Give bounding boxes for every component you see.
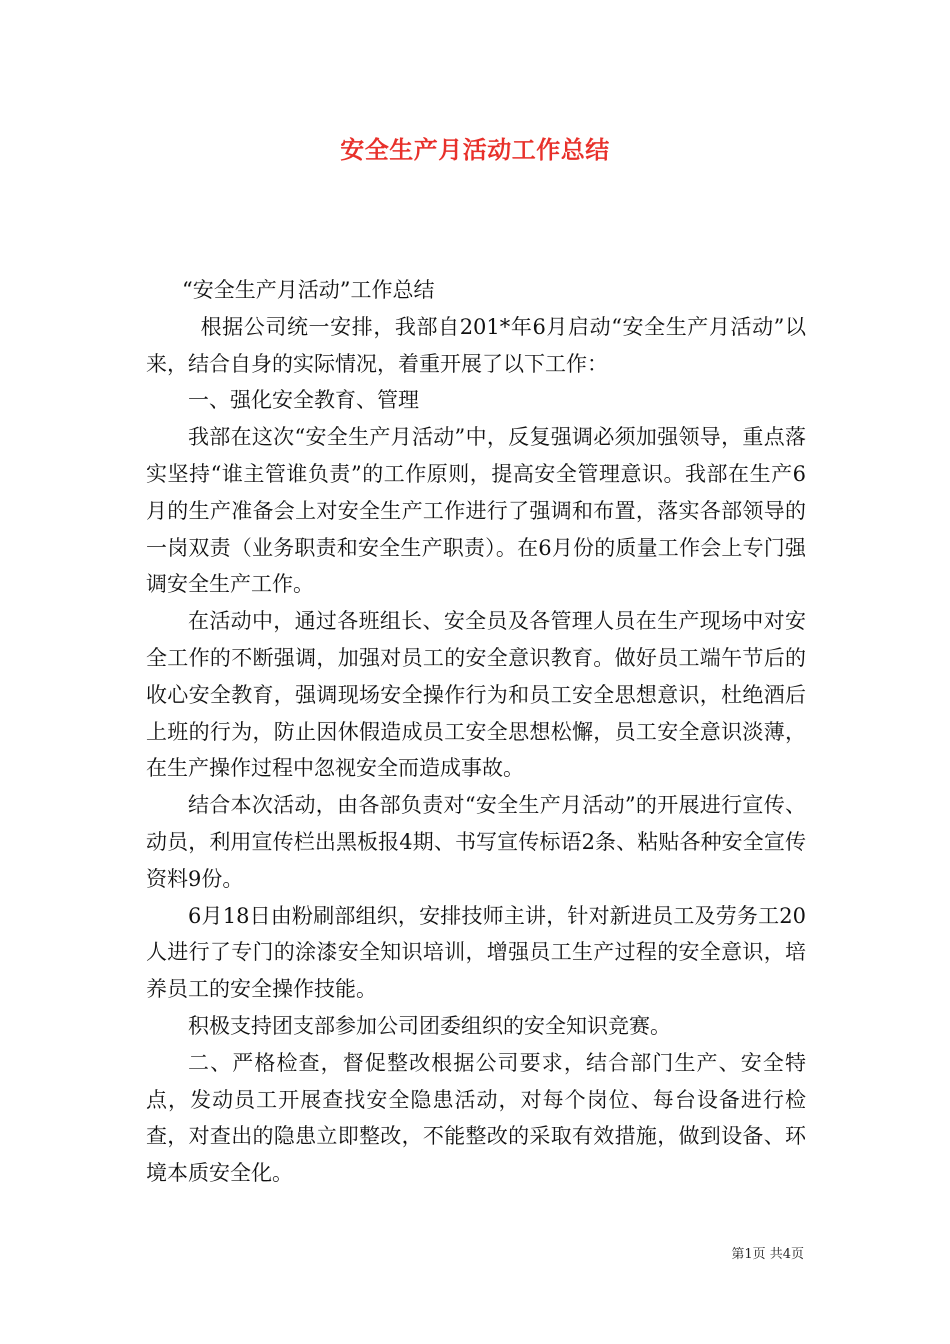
paragraph: 积极支持团支部参加公司团委组织的安全知识竞赛。 <box>188 1013 671 1038</box>
page-title: 安全生产月活动工作总结 <box>340 136 610 164</box>
paragraph: 我部在这次“安全生产月活动”中，反复强调必须加强领导，重点落实坚持“谁主管谁负责”的工作原则，提高安全管理意识。我部在生产6月的生产准备会上对安全生产工作进行了强调和布置，落实各部领导的一岗双责（业务职责和安全生产职责）。在6月份的质量工作会上专门强调安全生产工作。 <box>146 425 806 597</box>
paragraph: 结合本次活动，由各部负责对“安全生产月活动”的开展进行宣传、动员，利用宣传栏出黑板报4期、书写宣传标语2条、粘贴各种安全宣传资料9份。 <box>146 793 806 891</box>
page-number: 第1页 共4页 <box>731 1247 804 1262</box>
section-heading-1: 一、强化安全教育、管理 <box>188 388 419 413</box>
paragraph: 6月18日由粉刷部组织，安排技师主讲，针对新进员工及劳务工20人进行了专门的涂漆安全知识培训，增强员工生产过程的安全意识，培养员工的安全操作技能。 <box>146 903 806 1002</box>
paragraph: 在活动中，通过各班组长、安全员及各管理人员在生产现场中对安全工作的不断强调，加强对员工的安全意识教育。做好员工端午节后的收心安全教育，强调现场安全操作行为和员工安全思想意识，杜绝酒后上班的行为，防止因休假造成员工安全思想松懈，员工安全意识淡薄，在生产操作过程中忽视安全而造成事故。 <box>146 609 806 781</box>
paragraph-intro: 根据公司统一安排，我部自201*年6月启动“安全生产月活动”以来，结合自身的实际情况，着重开展了以下工作： <box>146 314 806 376</box>
section-heading-2: 二、严格检查，督促整改根据公司要求，结合部门生产、安全特点，发动员工开展查找安全隐患活动，对每个岗位、每台设备进行检查，对查出的隐患立即整改，不能整改的采取有效措施，做到设备、环境本质安全化。 <box>146 1050 806 1186</box>
document-body <box>146 272 806 1192</box>
document-subtitle: “安全生产月活动”工作总结 <box>182 278 435 302</box>
